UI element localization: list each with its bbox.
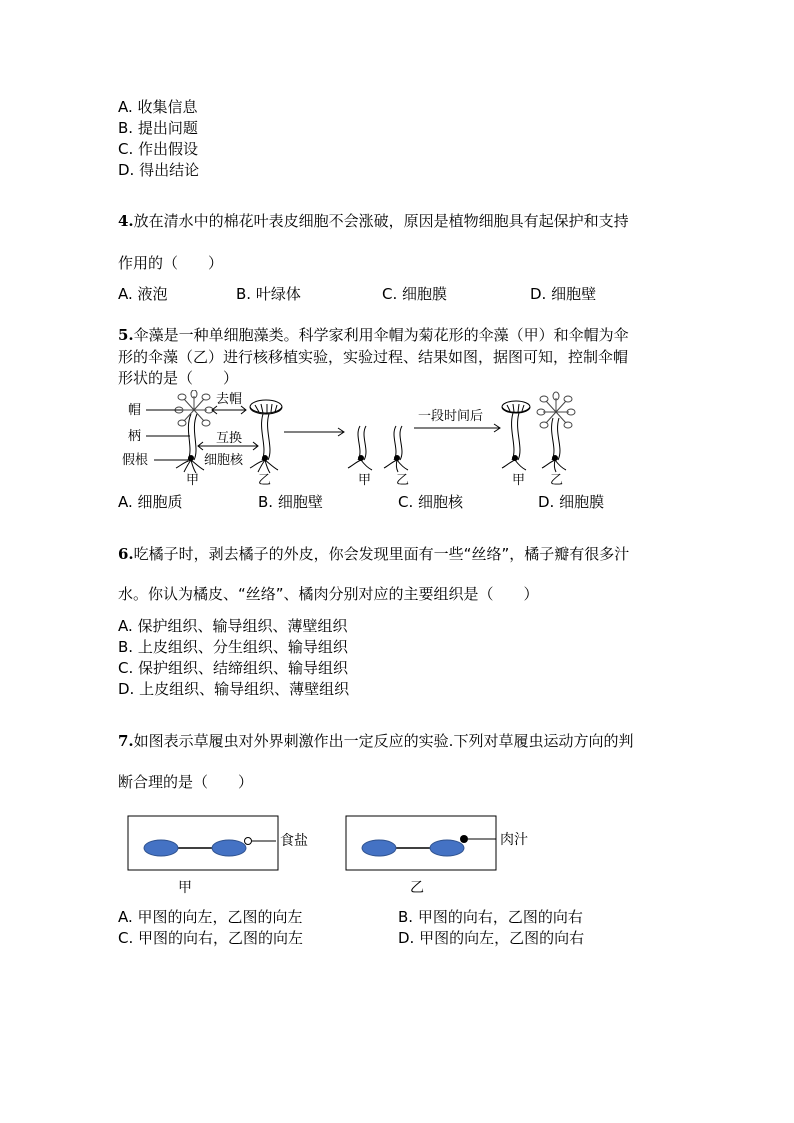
q6-number: 6. bbox=[118, 545, 134, 563]
q4-stem-line1 bbox=[118, 211, 629, 231]
q3-option-d: D. 得出结论 bbox=[118, 161, 200, 179]
culture-drop-right-jia bbox=[212, 840, 246, 856]
label-remove-cap: 去帽 bbox=[216, 392, 243, 407]
q3-option-b: B. 提出问题 bbox=[118, 119, 198, 137]
q6-stem-line1 bbox=[118, 544, 629, 564]
label-jia-1: 甲 bbox=[186, 473, 200, 488]
q6-stem-text: 吃橘子时，剥去橘子的外皮，你会发现里面有一些“丝络”，橘子瓣有很多汁 bbox=[133, 545, 630, 563]
q7-stem-text: 如图表示草履虫对外界刺激作出一定反应的实验.下列对草履虫运动方向的判 bbox=[133, 732, 634, 750]
q5-option-d: D. 细胞膜 bbox=[538, 493, 605, 511]
q4-stem-line2: 作用的（ ） bbox=[118, 254, 224, 272]
slide-jia bbox=[128, 816, 278, 870]
label-salt: 食盐 bbox=[280, 833, 308, 849]
label-jia-3: 甲 bbox=[512, 473, 526, 488]
label-nucleus: 细胞核 bbox=[204, 453, 244, 468]
label-yi: 乙 bbox=[410, 880, 424, 896]
label-stalk: 柄 bbox=[128, 429, 142, 444]
stalk-yi-2 bbox=[384, 426, 408, 472]
meat-juice-drop bbox=[460, 835, 468, 843]
q6-stem-line2: 水。你认为橘皮、“丝络”、橘肉分别对应的主要组织是（ ） bbox=[118, 585, 539, 603]
umbrella-alga-jia-3 bbox=[502, 401, 530, 470]
q6-option-b: B. 上皮组织、分生组织、输导组织 bbox=[118, 638, 348, 656]
q6-option-d: D. 上皮组织、输导组织、薄壁组织 bbox=[118, 680, 350, 698]
q6-option-c: C. 保护组织、结缔组织、输导组织 bbox=[118, 659, 349, 677]
q7-stem-line2: 断合理的是（ ） bbox=[118, 773, 254, 791]
q5-number: 5. bbox=[118, 326, 134, 344]
q4-number: 4. bbox=[118, 212, 134, 230]
q4-option-a: A. 液泡 bbox=[118, 285, 168, 303]
q4-option-b: B. 叶绿体 bbox=[236, 285, 301, 303]
slide-yi bbox=[346, 816, 496, 870]
q7-option-d: D. 甲图的向左，乙图的向右 bbox=[398, 929, 585, 947]
q6-option-a: A. 保护组织、输导组织、薄壁组织 bbox=[118, 617, 348, 635]
q5-figure bbox=[118, 390, 588, 490]
culture-drop-left-yi bbox=[362, 840, 396, 856]
q7-stem-line1 bbox=[118, 731, 633, 751]
label-juice: 肉汁 bbox=[500, 832, 528, 848]
culture-drop-left-jia bbox=[144, 840, 178, 856]
label-after-time: 一段时间后 bbox=[418, 409, 484, 424]
q7-option-a: A. 甲图的向左，乙图的向左 bbox=[118, 908, 303, 926]
q7-option-b: B. 甲图的向右，乙图的向右 bbox=[398, 908, 583, 926]
label-jia-2: 甲 bbox=[358, 473, 372, 488]
q7-number: 7. bbox=[118, 732, 134, 750]
label-rhizoid: 假根 bbox=[122, 453, 149, 468]
q4-option-d: D. 细胞壁 bbox=[530, 285, 597, 303]
umbrella-alga-yi-3 bbox=[537, 392, 575, 472]
q5-stem-line1 bbox=[118, 325, 629, 345]
q4-stem-text: 放在清水中的棉花叶表皮细胞不会涨破，原因是植物细胞具有起保护和支持 bbox=[133, 212, 629, 230]
umbrella-alga-yi-1 bbox=[250, 400, 282, 473]
label-yi-1: 乙 bbox=[258, 473, 272, 488]
q3-option-c: C. 作出假设 bbox=[118, 140, 199, 158]
q5-option-c: C. 细胞核 bbox=[398, 493, 464, 511]
label-yi-2: 乙 bbox=[396, 473, 410, 488]
salt-grain bbox=[245, 838, 252, 845]
stalk-jia-2 bbox=[348, 426, 372, 470]
q4-option-c: C. 细胞膜 bbox=[382, 285, 448, 303]
q5-option-b: B. 细胞壁 bbox=[258, 493, 323, 511]
q7-figure bbox=[118, 810, 538, 900]
q7-option-c: C. 甲图的向右，乙图的向左 bbox=[118, 929, 304, 947]
label-cap: 帽 bbox=[128, 403, 142, 418]
label-exchange: 互换 bbox=[216, 431, 243, 446]
label-jia: 甲 bbox=[178, 880, 192, 896]
q5-stem-line2: 形的伞藻（乙）进行核移植实验，实验过程、结果如图，据图可知，控制伞帽 bbox=[118, 348, 629, 366]
q5-stem-text: 伞藻是一种单细胞藻类。科学家利用伞帽为菊花形的伞藻（甲）和伞帽为伞 bbox=[133, 326, 629, 344]
q3-option-a: A. 收集信息 bbox=[118, 98, 198, 116]
q5-stem-line3: 形状的是（ ） bbox=[118, 369, 239, 387]
culture-drop-right-yi bbox=[430, 840, 464, 856]
q5-option-a: A. 细胞质 bbox=[118, 493, 183, 511]
label-yi-3: 乙 bbox=[550, 473, 564, 488]
